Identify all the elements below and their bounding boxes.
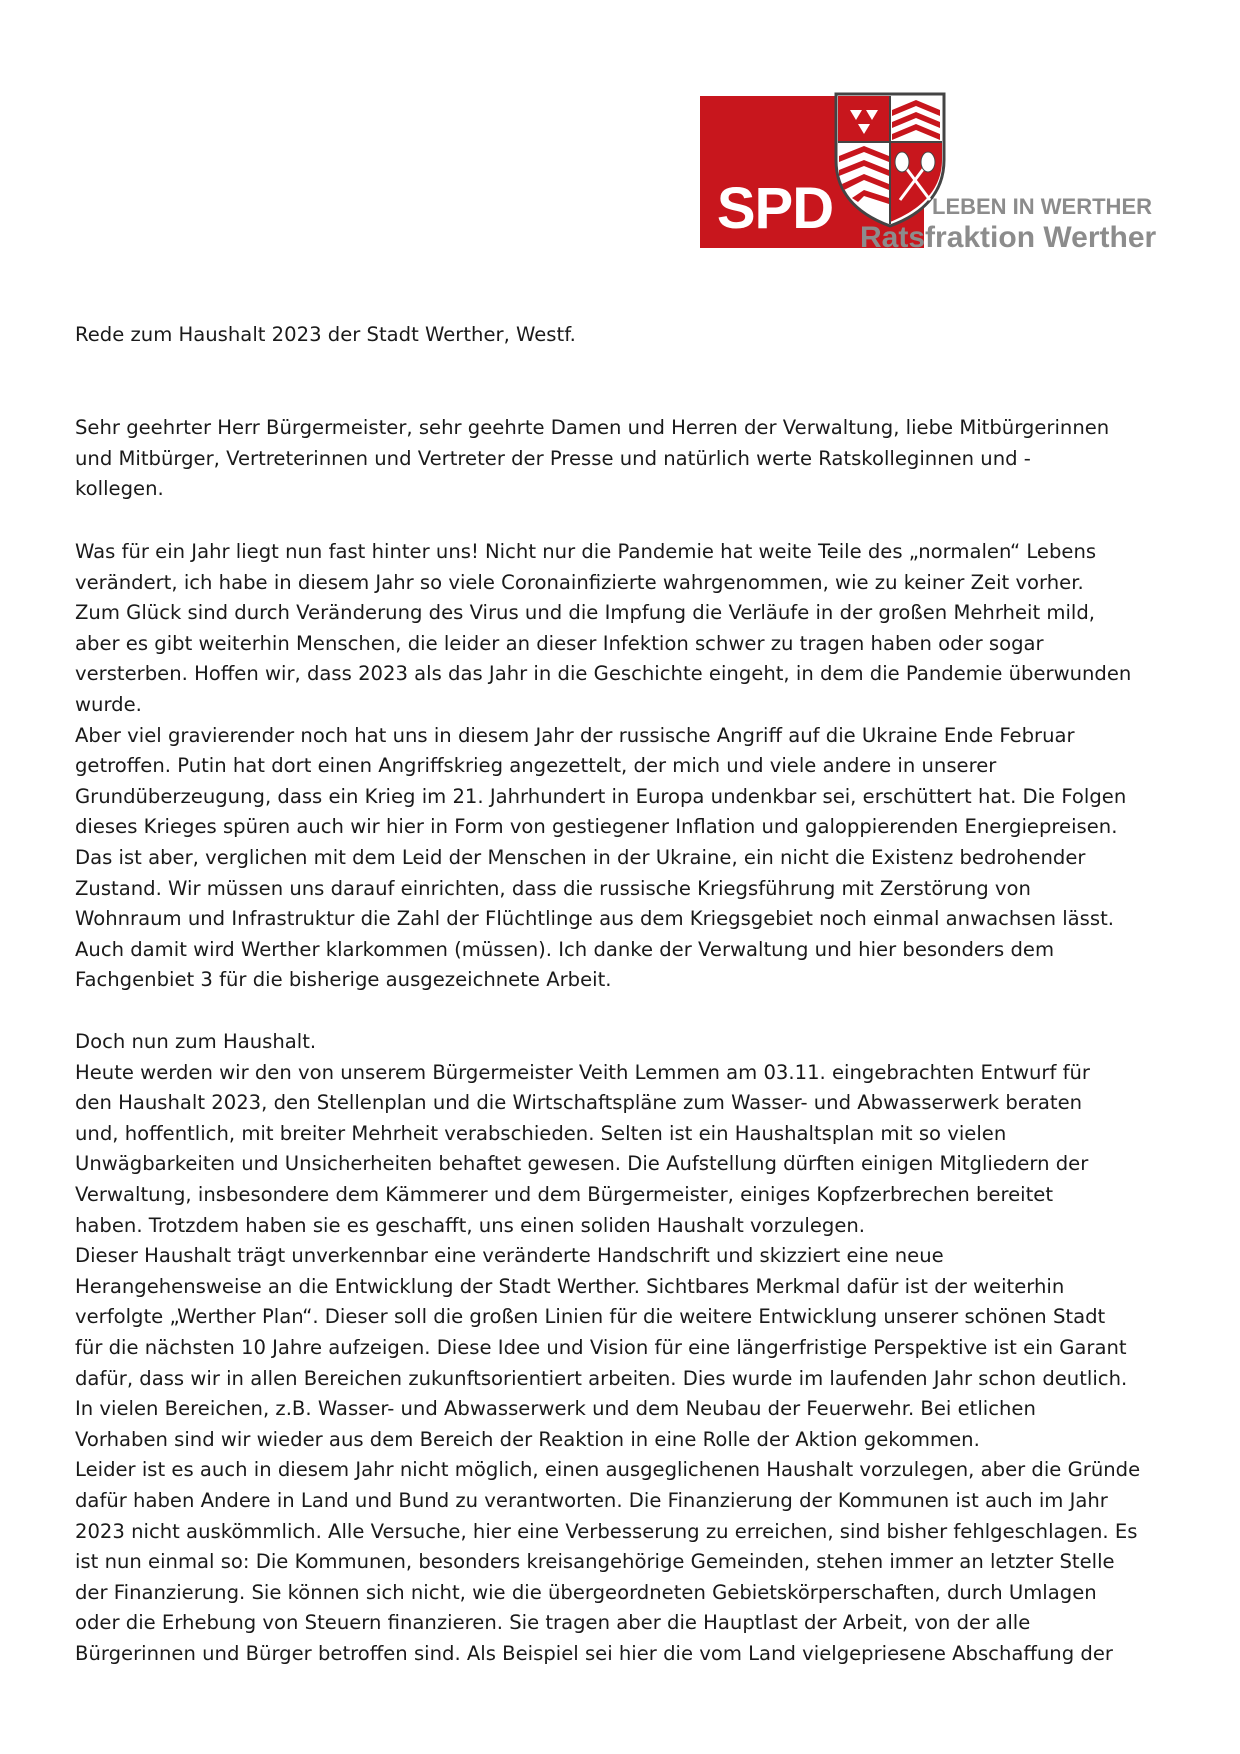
text-line: Das ist aber, verglichen mit dem Leid der Menschen in der Ukraine, ein nicht die Existenz bedrohender xyxy=(75,845,1086,869)
text-line: Bürgerinnen und Bürger betroffen sind. Als Beispiel sei hier die vom Land vielgepriesene Abschaffung der xyxy=(75,1641,1113,1665)
salutation-paragraph xyxy=(75,413,1175,505)
text-line: Verwaltung, insbesondere dem Kämmerer und dem Bürgermeister, einiges Kopfzerbrechen bereitet xyxy=(75,1182,1054,1206)
text-line: Doch nun zum Haushalt. xyxy=(75,1030,317,1053)
text-line: kollegen. xyxy=(75,477,164,501)
text-line: Vorhaben sind wir wieder aus dem Bereich der Reaktion in eine Rolle der Aktion gekommen. xyxy=(75,1427,980,1451)
text-line: Herangehensweise an die Entwicklung der Stadt Werther. Sichtbares Merkmal dafür ist der weiterhin xyxy=(75,1274,1065,1298)
text-line: getroffen. Putin hat dort einen Angriffskrieg angezettelt, der mich und viele andere in unserer xyxy=(75,754,997,778)
paragraph-haushalt xyxy=(75,1027,1175,1669)
text-line: Zum Glück sind durch Veränderung des Virus und die Impfung die Verläufe in der großen Mehrheit mild, xyxy=(75,601,1096,625)
text-line: dieses Krieges spüren auch wir hier in Form von gestiegener Inflation und galoppierenden Energiepreisen. xyxy=(75,815,1118,839)
text-line: Fachgenbiet 3 für die bisherige ausgezeichnete Arbeit. xyxy=(75,968,612,992)
spd-ratsfraktion-logo xyxy=(700,90,1180,260)
text-line: Sehr geehrter Herr Bürgermeister, sehr geehrte Damen und Herren der Verwaltung, liebe Mitbürgerinnen xyxy=(75,416,1110,439)
text-line: für die nächsten 10 Jahre aufzeigen. Diese Idee und Vision für eine längerfristige Perspektive ist ein Garant xyxy=(75,1335,1127,1359)
text-line: Aber viel gravierender noch hat uns in diesem Jahr der russische Angriff auf die Ukraine Ende Februar xyxy=(75,723,1075,747)
text-line: 2023 nicht auskömmlich. Alle Versuche, hier eine Verbesserung zu erreichen, sind bisher fehlgeschlagen. Es xyxy=(75,1519,1138,1543)
text-line: Zustand. Wir müssen uns darauf einrichten, dass die russische Kriegsführung mit Zerstörung von xyxy=(75,876,1031,900)
text-line: oder die Erhebung von Steuern finanzieren. Sie tragen aber die Hauptlast der Arbeit, von der alle xyxy=(75,1611,1031,1635)
text-line: wurde. xyxy=(75,692,142,716)
text-line: und Mitbürger, Vertreterinnen und Vertreter der Presse und natürlich werte Ratskolleginnen und - xyxy=(75,446,1031,470)
paragraph-pandemic-ukraine xyxy=(75,537,1175,996)
spd-red-box xyxy=(700,96,850,248)
text-line: In vielen Bereichen, z.B. Wasser- und Abwasserwerk und dem Neubau der Feuerwehr. Bei etlichen xyxy=(75,1397,1036,1421)
text-line: Heute werden wir den von unserem Bürgermeister Veith Lemmen am 03.11. eingebrachten Entwurf für xyxy=(75,1060,1090,1084)
logo-name: Ratsfraktion Werther xyxy=(860,221,1157,254)
text-line: verändert, ich habe in diesem Jahr so viele Coronainfizierte wahrgenommen, wie zu keiner Zeit vorher. xyxy=(75,570,1084,594)
document-title xyxy=(75,320,1175,351)
text-line: Unwägbarkeiten und Unsicherheiten behaftet gewesen. Die Aufstellung dürften einigen Mitgliedern der xyxy=(75,1152,1089,1176)
text-line: haben. Trotzdem haben sie es geschafft, uns einen soliden Haushalt vorzulegen. xyxy=(75,1213,866,1237)
text-line: und, hoffentlich, mit breiter Mehrheit verabschieden. Selten ist ein Haushaltsplan mit so vielen xyxy=(75,1121,1007,1145)
logo-tagline: LEBEN IN WERTHER xyxy=(932,194,1152,219)
text-line: Leider ist es auch in diesem Jahr nicht möglich, einen ausgeglichenen Haushalt vorzulegen, aber die Gründe xyxy=(75,1458,1141,1482)
text-line: Grundüberzeugung, dass ein Krieg im 21. Jahrhundert in Europa undenkbar sei, erschüttert hat. Die Folgen xyxy=(75,784,1127,808)
text-line: Auch damit wird Werther klarkommen (müssen). Ich danke der Verwaltung und hier besonders dem xyxy=(75,937,1055,961)
title-line: Rede zum Haushalt 2023 der Stadt Werther, Westf. xyxy=(75,323,576,346)
text-line: der Finanzierung. Sie können sich nicht, wie die übergeordneten Gebietskörperschaften, durch Umlagen xyxy=(75,1580,1097,1604)
text-line: Was für ein Jahr liegt nun fast hinter uns! Nicht nur die Pandemie hat weite Teile des „normalen“ Lebens xyxy=(75,540,1097,563)
text-line: Dieser Haushalt trägt unverkennbar eine veränderte Handschrift und skizziert eine neue xyxy=(75,1244,944,1268)
text-line: aber es gibt weiterhin Menschen, die leider an dieser Infektion schwer zu tragen haben oder sogar xyxy=(75,631,1044,655)
spd-wordmark: SPD xyxy=(716,176,834,241)
text-line: verfolgte „Werther Plan“. Dieser soll die großen Linien für die weitere Entwicklung unserer schönen Stadt xyxy=(75,1305,1106,1329)
text-line: Wohnraum und Infrastruktur die Zahl der Flüchtlinge aus dem Kriegsgebiet noch einmal anwachsen lässt. xyxy=(75,907,1114,931)
text-line: ist nun einmal so: Die Kommunen, besonders kreisangehörige Gemeinden, stehen immer an letzter Stelle xyxy=(75,1550,1115,1574)
text-line: versterben. Hoffen wir, dass 2023 als das Jahr in die Geschichte eingeht, in dem die Pandemie überwunden xyxy=(75,662,1132,686)
text-line: den Haushalt 2023, den Stellenplan und die Wirtschaftspläne zum Wasser- und Abwasserwerk beraten xyxy=(75,1091,1083,1115)
text-line: dafür haben Andere in Land und Bund zu verantworten. Die Finanzierung der Kommunen ist auch im Jahr xyxy=(75,1488,1108,1512)
text-line: dafür, dass wir in allen Bereichen zukunftsorientiert arbeiten. Dies wurde im laufenden Jahr schon deutlich. xyxy=(75,1366,1128,1390)
